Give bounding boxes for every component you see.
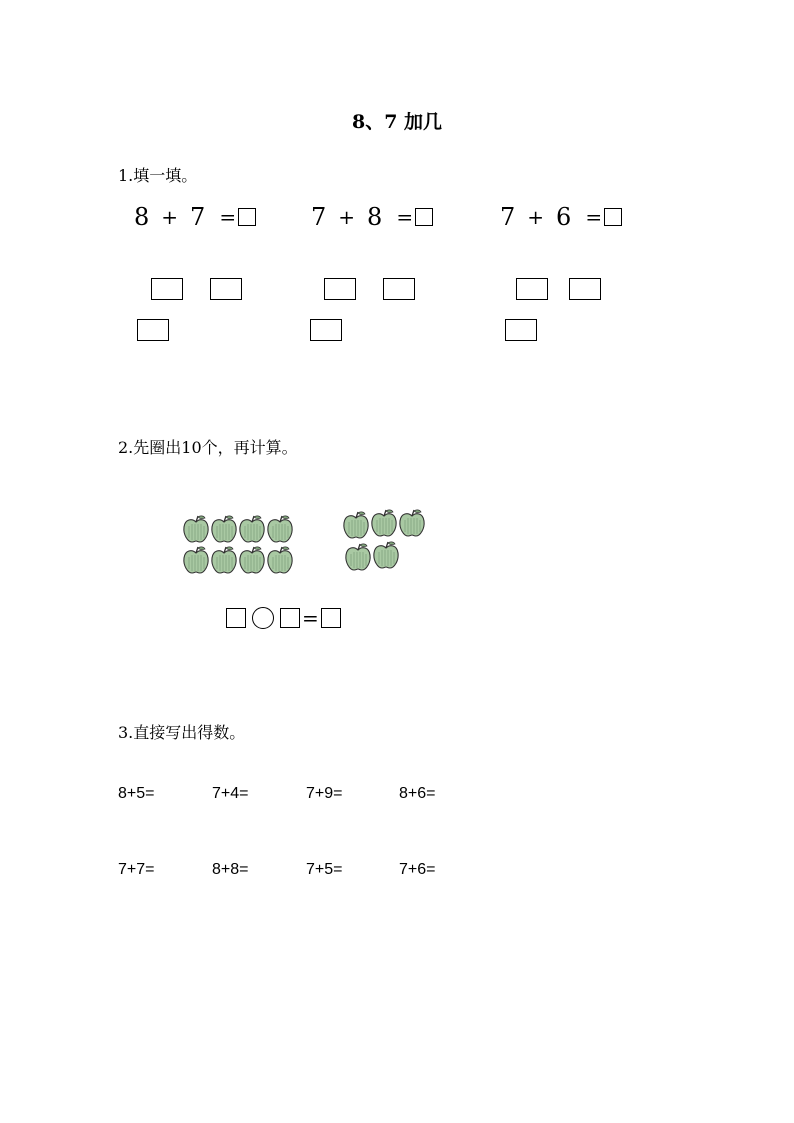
apple-icon bbox=[370, 508, 398, 538]
split-box[interactable] bbox=[516, 278, 548, 300]
question-2-label: 2.先圈出10个，再计算。 bbox=[118, 438, 298, 457]
equals-sign: = bbox=[585, 205, 603, 229]
operand-b: 8 bbox=[367, 203, 383, 231]
split-box[interactable] bbox=[151, 278, 183, 300]
operator-circle[interactable] bbox=[252, 607, 274, 629]
apple-icon bbox=[238, 514, 266, 544]
apple-icon bbox=[238, 545, 266, 575]
calc-item: 8+5= bbox=[118, 785, 155, 802]
apple-icon bbox=[266, 514, 294, 544]
calc-item: 8+6= bbox=[399, 785, 436, 802]
equation-2 bbox=[311, 203, 433, 231]
plus-sign: + bbox=[338, 205, 356, 229]
apple-icon bbox=[398, 508, 426, 538]
equals-sign: = bbox=[302, 606, 319, 630]
apple-icon bbox=[266, 545, 294, 575]
equation-3 bbox=[500, 203, 622, 231]
operand-a: 7 bbox=[311, 203, 327, 231]
plus-sign: + bbox=[527, 205, 545, 229]
apple-icon bbox=[182, 514, 210, 544]
apple-icon bbox=[210, 545, 238, 575]
equation-template bbox=[226, 606, 341, 630]
calc-item: 7+4= bbox=[212, 785, 249, 802]
apple-icon bbox=[344, 542, 372, 572]
operand-b: 6 bbox=[556, 203, 572, 231]
question-1-label: 1.填一填。 bbox=[118, 166, 198, 185]
calc-item: 8+8= bbox=[212, 861, 249, 878]
split-box[interactable] bbox=[505, 319, 537, 341]
answer-box[interactable] bbox=[604, 208, 622, 226]
equation-1 bbox=[134, 203, 256, 231]
equals-sign: = bbox=[219, 205, 237, 229]
apple-icon bbox=[372, 540, 400, 570]
equals-sign: = bbox=[396, 205, 414, 229]
answer-box[interactable] bbox=[321, 608, 341, 628]
split-box[interactable] bbox=[569, 278, 601, 300]
apple-icon bbox=[182, 545, 210, 575]
answer-box[interactable] bbox=[238, 208, 256, 226]
plus-sign: + bbox=[161, 205, 179, 229]
operand-a: 7 bbox=[500, 203, 516, 231]
calc-item: 7+6= bbox=[399, 861, 436, 878]
split-box[interactable] bbox=[310, 319, 342, 341]
addend-box[interactable] bbox=[280, 608, 300, 628]
question-3-label: 3.直接写出得数。 bbox=[118, 723, 246, 742]
addend-box[interactable] bbox=[226, 608, 246, 628]
apple-icon bbox=[210, 514, 238, 544]
apple-icon bbox=[342, 510, 370, 540]
operand-a: 8 bbox=[134, 203, 150, 231]
calc-item: 7+7= bbox=[118, 861, 155, 878]
split-box[interactable] bbox=[210, 278, 242, 300]
calc-item: 7+9= bbox=[306, 785, 343, 802]
calc-item: 7+5= bbox=[306, 861, 343, 878]
split-box[interactable] bbox=[137, 319, 169, 341]
split-box[interactable] bbox=[383, 278, 415, 300]
page-title: 8、7 加几 bbox=[351, 111, 443, 133]
split-box[interactable] bbox=[324, 278, 356, 300]
operand-b: 7 bbox=[190, 203, 206, 231]
answer-box[interactable] bbox=[415, 208, 433, 226]
